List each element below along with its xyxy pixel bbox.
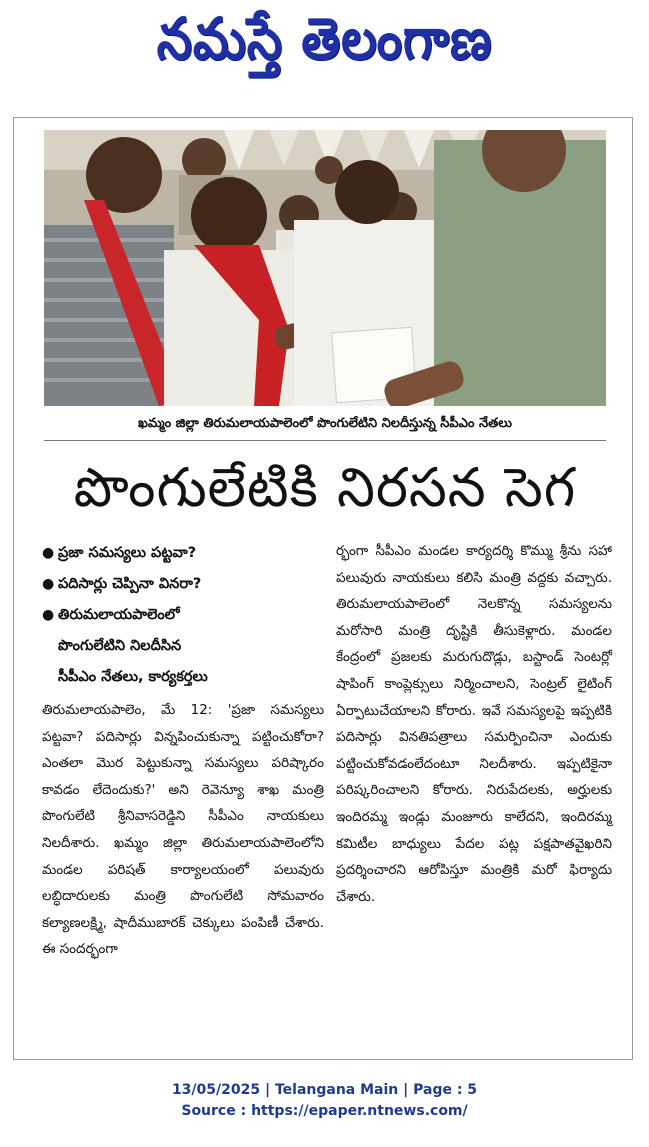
news-clipping	[13, 117, 633, 1060]
bullet-item: ● ప్రజా సమస్యలు పట్టవా?	[42, 538, 324, 569]
article-column-right	[336, 538, 612, 910]
article-body-right: ర్భంగా సీపీఎం మండల కార్యదర్శి కొమ్ము శ్రీను సహా పలువురు నాయకులు కలిసి మంత్రి వద్దకు వచ్చారు. తిరుమలాయపాలెంలో నెలకొన్న సమస్యలను మరోసారి మంత్రి దృష్టికి తీసుకెళ్లారు. మండల కేంద్రంలో ప్రజలకు మరుగుదొడ్లు, బస్టాండ్ సెంటర్లో షాపింగ్ కాంప్లెక్సులు నిర్మించాలని, సెంట్రల్ లైటింగ్ ఏర్పాటుచేయాలని కోరారు. ఇవే సమస్యలపై ఇప్పటికి పదిసార్లు వినతిపత్రాలు సమర్పించినా ఎందుకు పట్టించుకోవడంలేదంటూ నిలదీశారు. ఇప్పటికైనా పరిష్కరించాలని కోరారు. నిరుపేదలకు, అర్హులకు ఇందిరమ్మ ఇండ్లు మంజూరు కాలేదని, ఇందిరమ్మ కమిటీల బాధ్యులు పేదల పట్ల పక్షపాతవైఖరిని ప్రదర్శించారని ఆరోపిస్తూ మంత్రికి మరో ఫిర్యాదు చేశారు.	[336, 543, 612, 905]
masthead	[0, 0, 649, 78]
footer-date-line: 13/05/2025 | Telangana Main | Page : 5	[171, 1082, 478, 1098]
headline: పొంగులేటికి నిరసన సెగ	[73, 456, 577, 519]
highlight-bullets	[42, 538, 324, 693]
bullet-icon: ●	[42, 607, 55, 623]
article-body-left: తిరుమలాయపాలెం, మే 12: 'ప్రజా సమస్యలు పట్టవా? పదిసార్లు విన్నపించుకున్నా పట్టించుకోరా? ఎంతలా మొర పెట్టుకున్నా సమస్యలు పరిష్కారం కావడం లేదెందుకు?' అని రెవెన్యూ శాఖ మంత్రి పొంగులేటి శ్రీనివాసరెడ్డిని సీపీఎం నాయకులు నిలదీశారు. ఖమ్మం జిల్లా తిరుమలాయపాలెంలోని మండల పరిషత్ కార్యాలయంలో పలువురు లబ్ధిదారులకు మంత్రి పొంగులేటి సోమవారం కల్యాణలక్ష్మి, షాదీముబారక్ చెక్కులు పంపిణీ చేశారు. ఈ సందర్భంగా	[42, 702, 324, 958]
article-column-left	[42, 538, 324, 963]
photo-caption: ఖమ్మం జిల్లా తిరుమలాయపాలెంలో పొంగులేటిని నిలదీస్తున్న సీపీఎం నేతలు	[138, 416, 512, 431]
bullet-icon: ●	[42, 545, 55, 561]
bullet-item-continued: పొంగులేటిని నిలదీసిన	[58, 638, 182, 654]
divider	[44, 440, 606, 441]
bullet-item: ● పదిసార్లు చెప్పినా వినరా?	[42, 569, 324, 600]
bullet-item-continued: సీపీఎం నేతలు, కార్యకర్తలు	[58, 669, 208, 685]
bullet-item: ● తిరుమలాయపాలెంలో	[42, 600, 324, 631]
newspaper-logo: నమస్తే తెలంగాణ	[156, 5, 493, 73]
news-photo	[44, 130, 606, 406]
bullet-icon: ●	[42, 576, 55, 592]
footer-source-line: Source : https://epaper.ntnews.com/	[181, 1103, 468, 1119]
footer	[0, 1080, 649, 1122]
